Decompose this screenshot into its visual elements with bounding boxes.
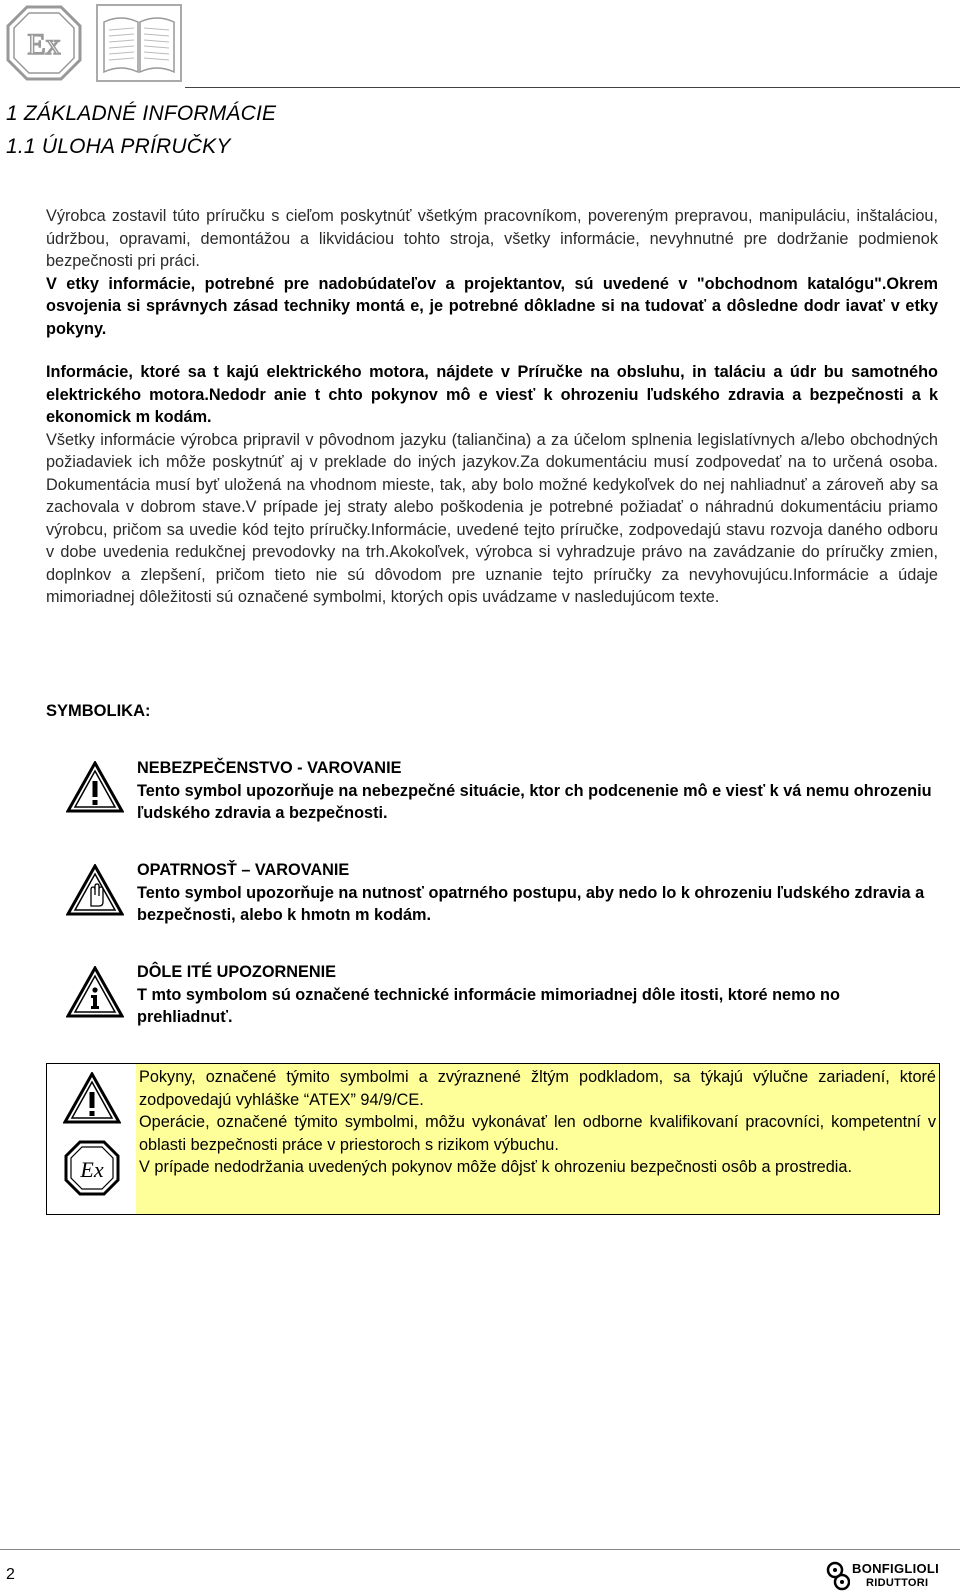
symbol-caution-title: OPATRNOSŤ – VAROVANIE (137, 861, 350, 879)
brand-name: BONFIGLIOLI (852, 1561, 940, 1576)
symbol-danger (137, 757, 937, 825)
footer-rule (0, 1549, 960, 1550)
atex-text-cell (136, 1064, 939, 1214)
symbol-caution-text: Tento symbol upozorňuje na nutnosť opatrného postupu, aby nedo lo k ohrozeniu ľudského zdravia a bezpečnosti, alebo k hmotn m kodám. (137, 883, 925, 924)
section-heading: 1 ZÁKLADNÉ INFORMÁCIE (6, 102, 277, 125)
atex-paragraph-1: Pokyny, označené týmito symbolmi a zvýraznené žltým podkladom, sa týkajú výlučne zariadení, ktoré zodpovedajú vyhláške “ATEX” 94/9/CE. (139, 1068, 936, 1109)
atex-icons-cell (47, 1064, 137, 1214)
symbol-caution (137, 859, 937, 927)
symbol-danger-text: Tento symbol upozorňuje na nebezpečné situácie, ktor ch podcenenie mô e viesť k vá nemu ohrozeniu ľudského zdravia a bezpečnosti. (137, 781, 932, 822)
svg-text:Ex: Ex (80, 1157, 104, 1182)
ex-hexagon-logo-icon (5, 4, 83, 82)
atex-ex-icon (64, 1140, 120, 1196)
atex-notice-box (46, 1063, 940, 1215)
svg-text:Ex: Ex (27, 28, 61, 61)
page-number: 2 (6, 1566, 15, 1583)
intro-block (46, 205, 938, 609)
intro-paragraph-3: Informácie, ktoré sa t kajú elektrického motora, nájdete v Príručke na obsluhu, in taláciu a údr bu samotného elektrického motora.Nedodr anie t chto pokynov mô e viesť k ohrozeniu ľudského zdravia a bezpečnosti a k ekonomick m kodám. (46, 363, 938, 426)
bonfiglioli-gears-icon (826, 1561, 850, 1591)
symbol-important (137, 961, 937, 1029)
warning-info-icon (66, 966, 124, 1018)
atex-warning-icon (63, 1072, 121, 1124)
atex-paragraph-3: V prípade nedodržania uvedených pokynov môže dôjsť k ohrozeniu bezpečnosti osôb a prostredia. (139, 1158, 852, 1176)
brand-subtitle: RIDUTTORI (866, 1577, 929, 1589)
intro-paragraph-4: Všetky informácie výrobca pripravil v pôvodnom jazyku (taliančina) a za účelom splnenia legislatívnych a/lebo obchodných požiadaviek ich môže poskytnúť aj v preklade do iných jazykov.Za dokumentáciu musí zodpovedať na to určená osoba. Dokumentácia musí byť uložená na vhodnom mieste, tak, aby bolo možné kedykoľvek do nej nahliadnuť a zároveň aby sa zachovala v dobrom stave.V prípade jej straty alebo poškodenia je potrebné požiadať o náhradnú dokumentáciu priamo výrobcu, pričom sa uvedie kód tejto príručky.Informácie, uvedené tejto príručke, zodpovedajú stavu rozvoja daného odboru v dobe uvedenia redukčnej prevodovky na trh.Akokoľvek, výrobca si vyhradzuje právo na zavádzanie do príručky zmien, doplnkov a zlepšení, pričom tieto nie sú dôvodom pre uznanie tejto príručky za nevyhovujúcu.Informácie a údaje mimoriadnej dôležitosti sú označené symbolmi, ktorých opis uvádzame v nasledujúcom texte. (46, 430, 938, 606)
intro-paragraph-1: Výrobca zostavil túto príručku s cieľom poskytnúť všetkým pracovníkom, povereným prepravou, manipuláciu, inštaláciou, údržbou, opravami, demontážou a likvidáciou tohto stroja, všetky informácie, nevyhnutné pre dodržanie podmienok bezpečnosti pri práci. (46, 207, 938, 270)
warning-hand-icon (66, 864, 124, 916)
warning-exclamation-icon (66, 761, 124, 813)
atex-paragraph-2: Operácie, označené týmito symbolmi, môžu vykonávať len odborne kvalifikovaní pracovníci, kompetentní v oblasti bezpečnosti práce v priestoroch s rizikom výbuchu. (139, 1113, 936, 1154)
symbol-danger-title: NEBEZPEČENSTVO - VAROVANIE (137, 759, 402, 777)
symbol-important-title: DÔLE ITÉ UPOZORNENIE (137, 963, 337, 981)
manual-book-icon (96, 4, 182, 82)
subsection-heading: 1.1 ÚLOHA PRÍRUČKY (6, 135, 231, 158)
header-rule (185, 87, 960, 88)
symbols-title: SYMBOLIKA: (46, 702, 151, 720)
symbol-important-text: T mto symbolom sú označené technické informácie mimoriadnej dôle itosti, ktoré nemo no prehliadnuť. (137, 985, 840, 1026)
intro-paragraph-2: V etky informácie, potrebné pre nadobúdateľov a projektantov, sú uvedené v "obchodnom katalógu".Okrem osvojenia si správnych zásad techniky montá e, je potrebné dôkladne si na tudovať a dôsledne dodr iavať v etky pokyny. (46, 274, 938, 338)
